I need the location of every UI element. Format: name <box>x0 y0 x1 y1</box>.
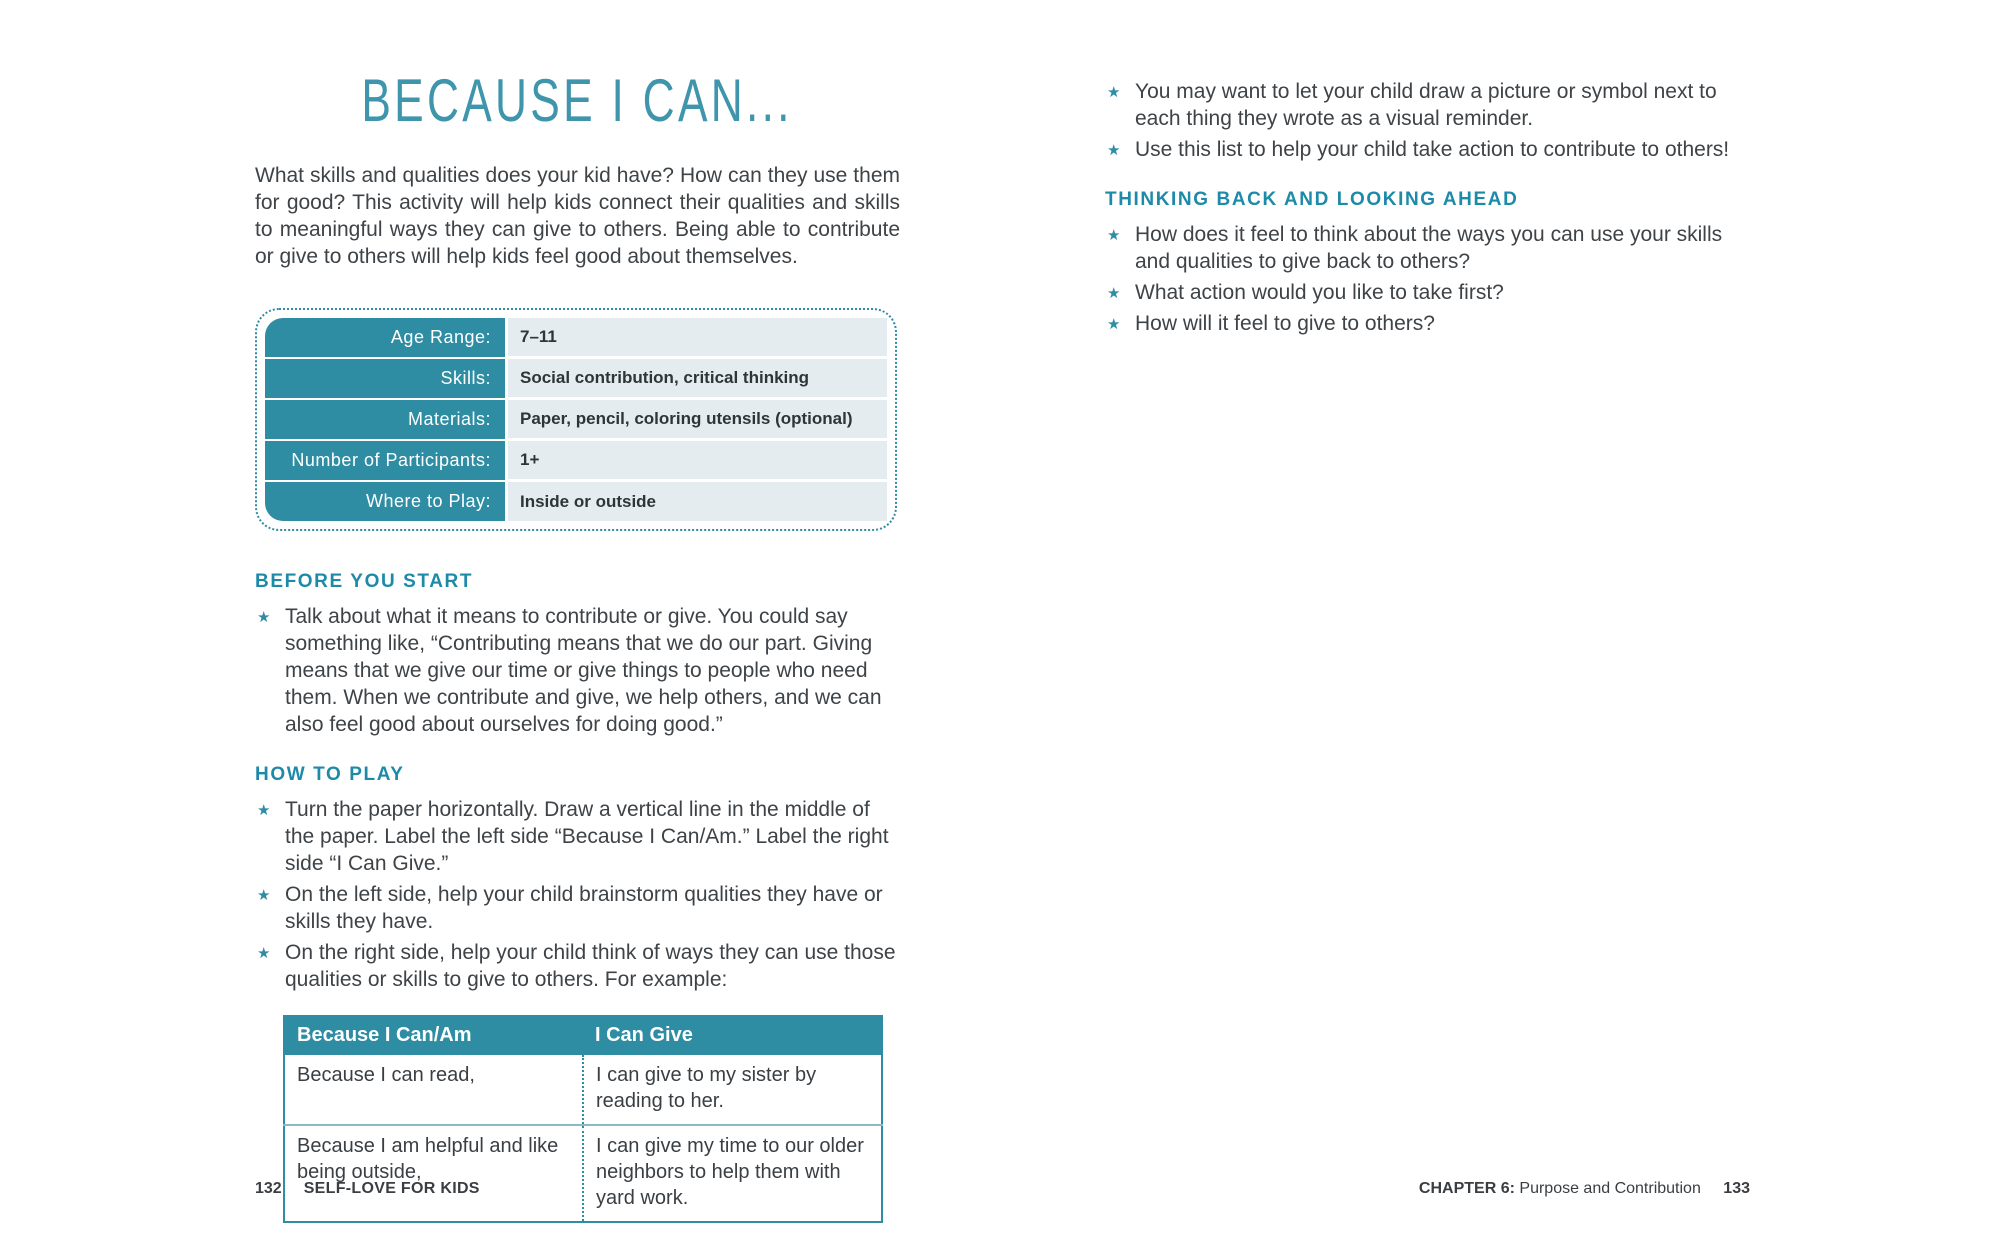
info-label-age-range: Age Range: <box>265 318 505 359</box>
activity-title-wrap <box>255 67 900 135</box>
info-label-participants: Number of Participants: <box>265 441 505 482</box>
star-bullet-icon: ★ <box>1107 142 1121 159</box>
list-item <box>1105 279 1750 306</box>
table-header-row <box>284 1015 882 1055</box>
info-value-age-range: 7–11 <box>505 318 887 359</box>
bullet-text: How does it feel to think about the ways you can use your skills and qualities to give back to others? <box>1135 223 1723 273</box>
table-cell: Because I am helpful and like being outside, <box>284 1125 583 1222</box>
bullet-text: Talk about what it means to contribute or give. You could say something like, “Contributing means that we do our part. Giving means that we give our time or give things to people who need them. When we contribute and give, we help others, and we can also feel good about ourselves for doing good.” <box>285 605 882 736</box>
bullet-text: You may want to let your child draw a picture or symbol next to each thing they wrote as a visual reminder. <box>1135 80 1717 130</box>
list-item <box>1105 78 1750 132</box>
info-value-materials: Paper, pencil, coloring utensils (optional) <box>505 400 887 441</box>
continued-bullets-list <box>1105 78 1750 163</box>
table-header-because: Because I Can/Am <box>284 1015 583 1055</box>
left-page-number: 132 <box>255 1180 282 1197</box>
table-cell: Because I can read, <box>284 1055 583 1125</box>
star-bullet-icon: ★ <box>1107 84 1121 101</box>
star-bullet-icon: ★ <box>257 802 271 819</box>
info-label-skills: Skills: <box>265 359 505 400</box>
how-to-play-heading: HOW TO PLAY <box>255 764 405 785</box>
list-item <box>1105 136 1750 163</box>
list-item <box>255 796 900 877</box>
star-bullet-icon: ★ <box>1107 227 1121 244</box>
activity-title: BECAUSE I CAN... <box>361 67 794 135</box>
star-bullet-icon: ★ <box>257 609 271 626</box>
bullet-text: On the right side, help your child think of ways they can use those qualities or skills to give to others. For example: <box>285 941 896 991</box>
activity-info-grid <box>265 318 887 521</box>
star-bullet-icon: ★ <box>1107 316 1121 333</box>
left-page <box>255 0 900 1245</box>
star-bullet-icon: ★ <box>257 945 271 962</box>
bullet-text: What action would you like to take first? <box>1135 281 1504 304</box>
info-label-materials: Materials: <box>265 400 505 441</box>
right-page <box>1105 0 1750 1245</box>
star-bullet-icon: ★ <box>257 887 271 904</box>
list-item <box>1105 310 1750 337</box>
intro-paragraph: What skills and qualities does your kid have? How can they use them for good? This activity will help kids connect their qualities and skills to meaningful ways they can give to others. Being able to contribute or give to others will help kids feel good about themselves. <box>255 164 900 268</box>
list-item <box>255 939 900 993</box>
info-value-where-to-play: Inside or outside <box>505 482 887 521</box>
bullet-text: Use this list to help your child take action to contribute to others! <box>1135 138 1730 161</box>
right-footer <box>1105 1180 1750 1198</box>
thinking-back-list <box>1105 221 1750 337</box>
before-you-start-heading: BEFORE YOU START <box>255 571 474 592</box>
chapter-label: CHAPTER 6: <box>1418 1180 1515 1197</box>
book-title: SELF-LOVE FOR KIDS <box>303 1180 480 1197</box>
info-value-participants: 1+ <box>505 441 887 482</box>
bullet-text: Turn the paper horizontally. Draw a vertical line in the middle of the paper. Label the left side “Because I Can/Am.” Label the right side “I Can Give.” <box>285 798 889 875</box>
table-row <box>284 1125 882 1222</box>
table-header-give: I Can Give <box>583 1015 882 1055</box>
table-row <box>284 1055 882 1125</box>
before-you-start-list <box>255 603 900 738</box>
star-bullet-icon: ★ <box>1107 285 1121 302</box>
right-page-number: 133 <box>1723 1180 1750 1197</box>
list-item <box>255 881 900 935</box>
table-cell: I can give to my sister by reading to her. <box>583 1055 882 1125</box>
bullet-text: On the left side, help your child brainstorm qualities they have or skills they have. <box>285 883 883 933</box>
how-to-play-list <box>255 796 900 993</box>
table-cell: I can give my time to our older neighbors to help them with yard work. <box>583 1125 882 1222</box>
info-value-skills: Social contribution, critical thinking <box>505 359 887 400</box>
thinking-back-heading: THINKING BACK AND LOOKING AHEAD <box>1105 189 1519 210</box>
list-item <box>1105 221 1750 275</box>
chapter-title: Purpose and Contribution <box>1519 1180 1701 1197</box>
activity-info-box <box>255 308 897 531</box>
info-label-where-to-play: Where to Play: <box>265 482 505 521</box>
bullet-text: How will it feel to give to others? <box>1135 312 1435 335</box>
list-item <box>255 603 900 738</box>
left-footer <box>255 1180 480 1198</box>
